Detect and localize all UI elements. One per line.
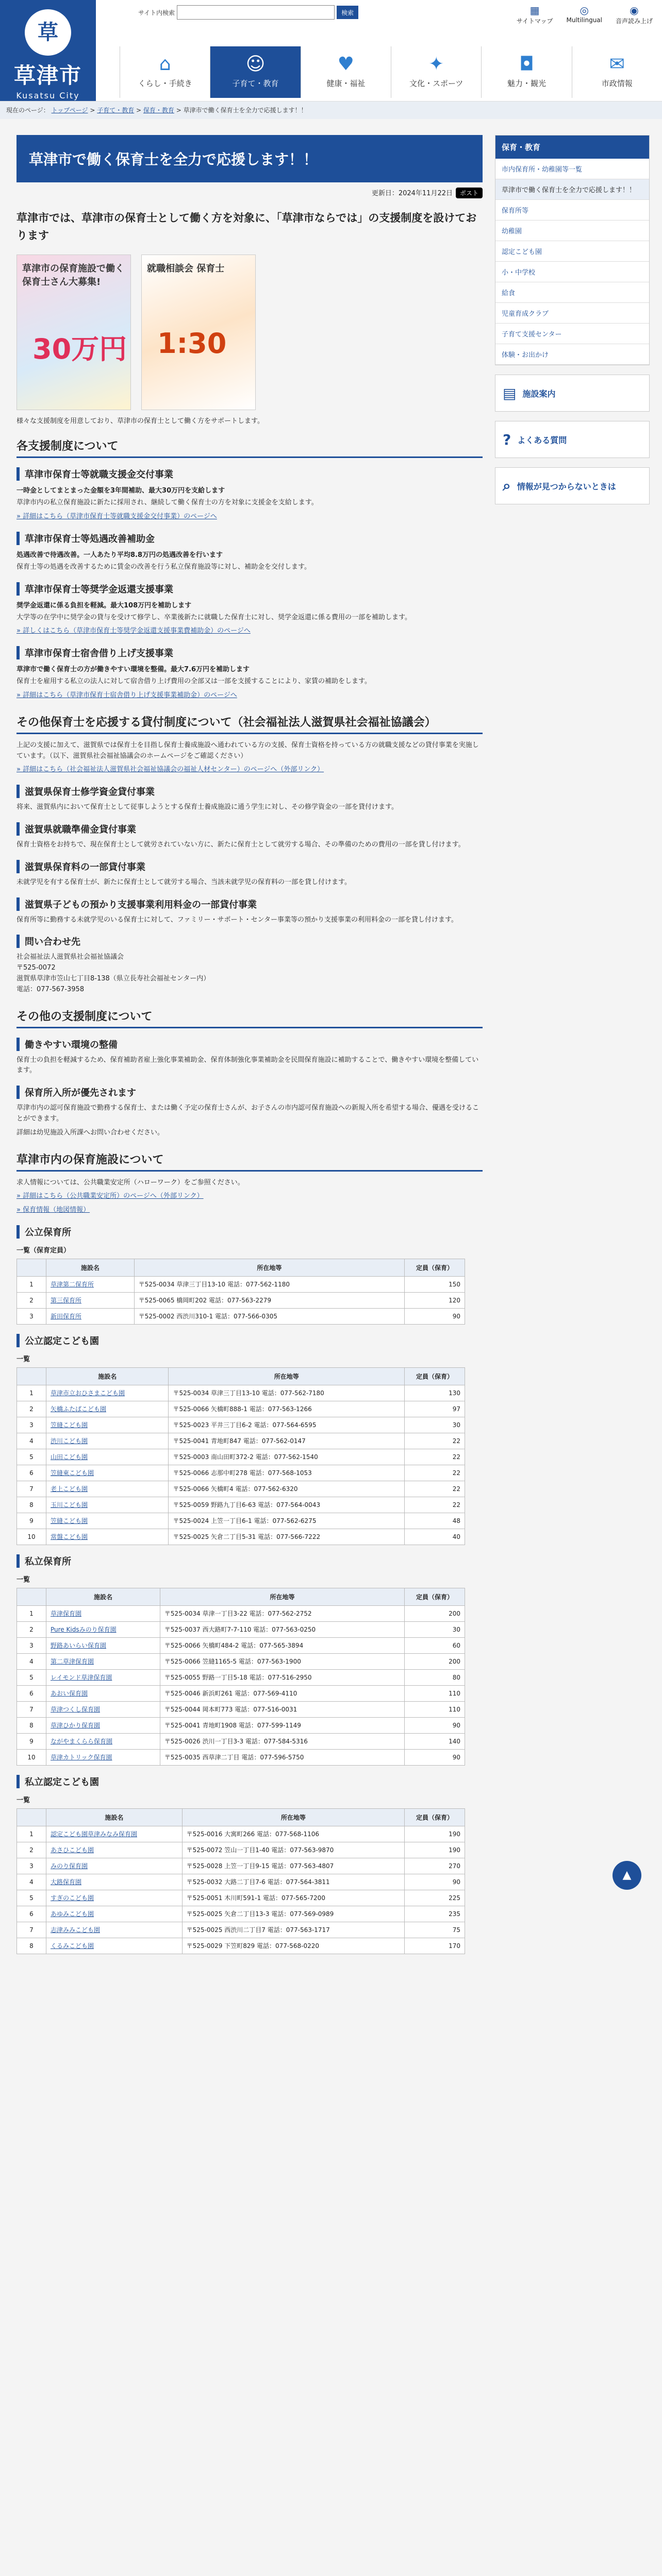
search-label: サイト内検索	[138, 9, 175, 16]
facility-address: 〒525-0016 大寓町266 電話：077-568-1106	[182, 1826, 404, 1842]
table-row	[17, 1449, 465, 1465]
facility-address: 〒525-0066 志那中町278 電話：077-568-1053	[169, 1465, 405, 1481]
table-header: 施設名	[46, 1808, 183, 1826]
facility-link[interactable]: 大路保育園	[51, 1878, 82, 1886]
facility-link[interactable]: 草津保育園	[51, 1609, 82, 1617]
facility-link[interactable]: 認定こども園草津みなみ保育園	[51, 1830, 138, 1838]
subsection-heading: 働きやすい環境の整備	[16, 1038, 483, 1051]
row-number: 1	[17, 1385, 46, 1401]
facility-category-heading: 私立保育所	[16, 1554, 483, 1568]
facility-capacity: 110	[405, 1685, 465, 1701]
table-row	[17, 1292, 465, 1308]
row-number: 5	[17, 1669, 46, 1685]
facility-link[interactable]: 草津ひかり保育園	[51, 1721, 101, 1729]
facility-address: 〒525-0002 西渋川310-1 電話：077-566-0305	[134, 1308, 404, 1324]
table-header: 所在地等	[182, 1808, 404, 1826]
external-link[interactable]: » 詳細はこちら（公共職業安定所）のページへ（外部リンク）	[16, 1192, 204, 1200]
detail-link[interactable]: » 詳細はこちら（草津市保育士宿舎借り上げ支援事業補助金）のページへ	[16, 691, 237, 699]
table-row	[17, 1621, 465, 1637]
local-nav	[495, 135, 650, 365]
facility-address: 〒525-0026 渋川一丁目3-3 電話：077-584-5316	[160, 1733, 404, 1749]
facility-link[interactable]: 老上こども園	[51, 1485, 88, 1493]
table-header: 定員（保育）	[405, 1588, 465, 1605]
facility-capacity: 22	[405, 1497, 465, 1513]
facility-address: 〒525-0032 大路二丁目7-6 電話：077-564-3811	[182, 1874, 404, 1890]
row-number: 3	[17, 1858, 46, 1874]
facility-capacity: 80	[405, 1669, 465, 1685]
facility-link[interactable]: あおい保育園	[51, 1689, 88, 1697]
row-number: 3	[17, 1417, 46, 1433]
facility-link[interactable]: すぎのこども園	[51, 1894, 94, 1902]
facility-capacity: 97	[405, 1401, 465, 1417]
poster-images	[16, 255, 483, 410]
table-row	[17, 1529, 465, 1545]
detail-link[interactable]: » 詳細はこちら（草津市保育士等就職支援金交付事業）のページへ	[16, 513, 217, 520]
site-search	[138, 5, 358, 20]
section-heading: 草津市内の保育施設について	[16, 1151, 483, 1172]
facility-address: 〒525-0066 矢橋町888-1 電話：077-563-1266	[169, 1401, 405, 1417]
subsection-heading: 滋賀県保育士修学資金貸付事業	[16, 785, 483, 798]
subsection-heading: 滋賀県保育料の一部貸付事業	[16, 860, 483, 873]
chat-icon: ✉	[609, 54, 625, 75]
subsection-heading: 保育所入所が優先されます	[16, 1086, 483, 1099]
multilingual-link[interactable]: ◎ Multilingual	[566, 4, 602, 24]
facility-link[interactable]: 新田保育所	[51, 1312, 82, 1320]
row-number: 10	[17, 1529, 46, 1545]
breadcrumb-link[interactable]: トップページ	[51, 107, 88, 114]
facility-category-heading: 公立認定こども園	[16, 1334, 483, 1347]
logo-subtext: Kusatsu City	[16, 91, 80, 100]
table-row	[17, 1733, 465, 1749]
row-number: 4	[17, 1874, 46, 1890]
facility-capacity: 200	[405, 1605, 465, 1621]
facility-address: 〒525-0041 青地町847 電話：077-562-0147	[169, 1433, 405, 1449]
detail-link[interactable]: » 詳しくはこちら（草津市保育士等奨学金返還支援事業費補助金）のページへ	[16, 627, 251, 635]
facility-address: 〒525-0024 上笠一丁目6-1 電話：077-562-6275	[169, 1513, 405, 1529]
map-link[interactable]: » 保育情報（地図情報）	[16, 1206, 90, 1214]
table-row	[17, 1874, 465, 1890]
facility-link[interactable]: 第二草津保育園	[51, 1657, 94, 1665]
facility-capacity: 225	[405, 1890, 465, 1906]
facility-address: 〒525-0055 野路一丁目5-18 電話：077-516-2950	[160, 1669, 404, 1685]
contact-block: 社会福祉法人滋賀県社会福祉協議会 〒525-0072 滋賀県草津市笠山七丁目8-138（県立長寿社会福祉センター内） 電話：077-567-3958	[16, 953, 210, 993]
logo-text: 草津市	[13, 63, 82, 88]
table-row	[17, 1669, 465, 1685]
table-caption: 一覧	[16, 1575, 30, 1584]
local-nav-heading: 保育・教育	[495, 135, 649, 159]
gnav-culture[interactable]: ✦ 文化・スポーツ	[391, 46, 481, 98]
facility-capacity: 235	[405, 1906, 465, 1922]
local-nav-item[interactable]: 市内保育所・幼稚園等一覧	[495, 159, 649, 179]
facility-capacity: 90	[405, 1308, 465, 1324]
facility-link[interactable]: 渋川こども園	[51, 1437, 88, 1445]
facility-address: 〒525-0066 矢橋町4 電話：077-562-6320	[169, 1481, 405, 1497]
facility-capacity: 22	[405, 1465, 465, 1481]
table-header: 施設名	[46, 1367, 169, 1385]
lead-text: 草津市では、草津市の保育士として働く方を対象に、「草津市ならでは」の支援制度を設けております	[16, 212, 477, 242]
gnav-city[interactable]: ✉ 市政情報	[572, 46, 662, 98]
external-link[interactable]: » 詳細はこちら（社会福祉法人滋賀県社会福祉協議会の福祉人材センター）のページへ（外部リンク）	[16, 766, 324, 773]
site-logo[interactable]	[0, 0, 96, 101]
facility-capacity: 170	[405, 1938, 465, 1954]
facility-address: 〒525-0025 矢倉二丁目5-31 電話：077-566-7222	[169, 1529, 405, 1545]
local-nav-item[interactable]: 保育所等	[495, 200, 649, 221]
gnav-tourism[interactable]: ◘ 魅力・観光	[481, 46, 571, 98]
local-nav-item[interactable]: 児童育成クラブ	[495, 303, 649, 324]
row-number: 8	[17, 1938, 46, 1954]
table-row	[17, 1433, 465, 1449]
sidebar	[495, 135, 650, 504]
table-row	[17, 1481, 465, 1497]
gnav-living[interactable]: ⌂ くらし・手続き	[120, 46, 210, 98]
speech-link[interactable]: ◉ 音声読み上げ	[615, 4, 653, 25]
breadcrumb: 現在のページ： トップページ > 子育て・教育 > 保育・教育 > 草津市で働く保育士を全力で応援します！！	[0, 101, 662, 119]
row-number: 2	[17, 1401, 46, 1417]
facility-address: 〒525-0034 草津一丁目3-22 電話：077-562-2752	[160, 1605, 404, 1621]
facility-capacity: 48	[405, 1513, 465, 1529]
table-header: 定員（保育）	[405, 1808, 465, 1826]
facility-capacity: 190	[405, 1842, 465, 1858]
facility-capacity: 150	[405, 1276, 465, 1292]
facility-link[interactable]: くるみこども園	[51, 1942, 94, 1950]
facility-capacity: 190	[405, 1826, 465, 1842]
facility-link[interactable]: みのり保育園	[51, 1862, 88, 1870]
child-icon: ☺	[245, 54, 266, 75]
facility-capacity: 90	[405, 1749, 465, 1765]
facility-capacity: 120	[405, 1292, 465, 1308]
facility-address: 〒525-0003 南山田町372-2 電話：077-562-1540	[169, 1449, 405, 1465]
page-top-button[interactable]: ▲	[613, 1861, 641, 1890]
local-nav-item[interactable]: 認定こども園	[495, 241, 649, 262]
not-found-button[interactable]: ⌕ 情報が見つからないときは	[495, 467, 650, 504]
table-row	[17, 1826, 465, 1842]
facility-table	[16, 1367, 465, 1545]
question-icon: ?	[503, 431, 511, 448]
facility-link[interactable]: 玉川こども園	[51, 1501, 88, 1509]
row-number: 1	[17, 1605, 46, 1621]
section-heading: その他保育士を応援する貸付制度について（社会福祉法人滋賀県社会福祉協議会）	[16, 714, 483, 734]
facility-address: 〒525-0065 橋岡町202 電話：077-563-2279	[134, 1292, 404, 1308]
facility-link[interactable]: 笠縫東こども園	[51, 1469, 94, 1477]
row-number: 3	[17, 1637, 46, 1653]
table-row	[17, 1385, 465, 1401]
sitemap-icon: ▦	[529, 4, 540, 16]
local-nav-item[interactable]: 体験・お出かけ	[495, 344, 649, 365]
facility-address: 〒525-0037 西大路町7-7-110 電話：077-563-0250	[160, 1621, 404, 1637]
facility-link[interactable]: 草津市立おひさまこども園	[51, 1389, 125, 1397]
row-number: 9	[17, 1733, 46, 1749]
row-number: 7	[17, 1701, 46, 1717]
table-header: 所在地等	[160, 1588, 404, 1605]
facility-link[interactable]: ながやまくらら保育園	[51, 1737, 113, 1745]
facility-capacity: 30	[405, 1621, 465, 1637]
facility-address: 〒525-0046 新浜町261 電話：077-569-4110	[160, 1685, 404, 1701]
table-row	[17, 1717, 465, 1733]
sitemap-link[interactable]: ▦ サイトマップ	[516, 4, 553, 25]
table-header: 所在地等	[134, 1259, 404, 1276]
facility-link[interactable]: 草津第二保育所	[51, 1280, 94, 1288]
facility-guide-button[interactable]: ▤ 施設案内	[495, 375, 650, 412]
local-nav-item[interactable]: 草津市で働く保育士を全力で応援します！！	[495, 179, 649, 200]
global-nav	[120, 46, 662, 98]
facility-capacity: 40	[405, 1529, 465, 1545]
facility-capacity: 110	[405, 1701, 465, 1717]
facility-address: 〒525-0044 岡本町773 電話：077-516-0031	[160, 1701, 404, 1717]
table-row	[17, 1685, 465, 1701]
subsection-heading: 草津市保育士等奨学金返還支援事業	[16, 582, 483, 596]
facility-category-heading: 公立保育所	[16, 1225, 483, 1239]
facility-link[interactable]: 志津みみこども園	[51, 1926, 101, 1934]
facility-address: 〒525-0029 下笠町829 電話：077-568-0220	[182, 1938, 404, 1954]
local-nav-item[interactable]: 子育て支援センター	[495, 324, 649, 344]
subsection-heading: 問い合わせ先	[16, 935, 483, 948]
facility-capacity: 22	[405, 1449, 465, 1465]
table-row	[17, 1497, 465, 1513]
magnifier-icon: ⌕	[503, 477, 511, 494]
facility-table	[16, 1259, 465, 1325]
row-number: 5	[17, 1890, 46, 1906]
row-number: 6	[17, 1465, 46, 1481]
table-row	[17, 1922, 465, 1938]
page-meta	[16, 182, 483, 204]
facility-address: 〒525-0041 青地町1908 電話：077-599-1149	[160, 1717, 404, 1733]
table-row	[17, 1653, 465, 1669]
table-row	[17, 1906, 465, 1922]
share-button[interactable]: ポスト	[456, 188, 483, 198]
search-input[interactable]	[177, 5, 335, 20]
facility-address: 〒525-0059 野路九丁目6-63 電話：077-564-0043	[169, 1497, 405, 1513]
facility-table	[16, 1808, 465, 1954]
building-icon: ▤	[503, 384, 517, 402]
facility-link[interactable]: 草津つくし保育園	[51, 1705, 101, 1713]
facility-address: 〒525-0035 西草津二丁目 電話：077-596-5750	[160, 1749, 404, 1765]
city-emblem-icon: 草	[25, 9, 71, 56]
table-caption: 一覧	[16, 1355, 30, 1363]
row-number: 10	[17, 1749, 46, 1765]
row-number: 7	[17, 1922, 46, 1938]
main-content: 草津市で働く保育士を全力で応援します！！ 更新日：2024年11月22日 ポスト 草津市では、草津市の保育士として働く方を対象に、「草津市ならでは」の支援制度を設けております 草津市の保育施設で働く保育士さん大募集! 30万円 就職相談会 保育士 1:30 様々な支援制度を用意しており、草津市の保育士として働く方をサポートします。 各支援制度について 草津市保育士等就職支援金交付事業 一時金としてまとまった金額を3年間補助、最大30万円を支給します 草津市内の私立保育施設に新たに採用され、継続して働く保育士の方を対象に支援金を支給します。 » 詳細はこちら（草津市保育士等就職支援金交付事業）のページへ 草津市保育士等処遇改善補助金 処遇改善で待遇改善。一人あたり平均8.8万円の処遇改善を行います 保育士等の処遇を改善するために賃金の改善を行う私立保育施設等に対し、補助金を交付します。 草津市保育士等奨学金返還支援事業 奨学金返還に係る負担を軽減。最大108万円を補助します 大学等の在学中に奨学金の貸与を受けて修学し、卒業後新たに就職した保育士に対し、奨学金返還に係る費用の一部を補助します。 » 詳しくはこちら（草津市保育士等奨学金返還支援事業費補助金）のページへ 草津市保育士宿舎借り上げ支援事業 草津市で働く保育士の方が働きやすい環境を整備。最大7.6万円を補助します 保育士を雇用する私立の法人に対して宿舎借り上げ費用の全部又は一部を支援することにより、家賃の補助をします。 » 詳細はこちら（草津市保育士宿舎借り上げ支援事業補助金）のページへ その他保育士を応援する貸付制度について（社会福祉法人滋賀県社会福祉協議会） 上記の支援に加えて、滋賀県では保育士を目指し保育士養成施設へ通われている方の支援、保育士資格を持っている方の就職支援などの貸付事業を実施しています。（以下、滋賀県社会福祉協議会のホームページをご確認ください） » 詳細はこちら（社会福祉法人滋賀県社会福祉協議会の福祉人材センター）のページへ（外部リンク） 滋賀県保育士修学資金貸付事業 将来、滋賀県内において保育士として従事しようとする保育士養成施設に通う学生に対し、その修学資金の一部を貸付けます。 滋賀県就職準備金貸付事業 保育士資格をお持ちで、現在保育士として就労されていない方に、新たに保育士として就労する場合、その準備のための費用の一部を貸し付けます。 滋賀県保育料の一部貸付事業 未就学児を有する保育士が、新たに保育士として就労する場合、当該未就学児の保育料の一部を貸し付けます。 滋賀県子どもの預かり支援事業利用料金の一部貸付事業 保育所等に勤務する未就学児のいる保育士に対して、ファミリー・サポート・センター事業等の預かり支援事業の利用料金の一部を貸し付けます。 問い合わせ先 社会福祉法人滋賀県社会福祉協議会 〒525-0072 滋賀県草津市笠山七丁目8-138（県立長寿社会福祉センター内） 電話：077-567-3958 その他の支援制度について 働きやすい環境の整備 保育士の負担を軽減するため、保育補助者雇上強化事業補助金、保育体制強化事業補助金を民間保育施設に補助することで、働きやすい環境を整備しています。 保育所入所が優先されます 草津市内の認可保育施設で勤務する保育士、または働く予定の保育士さんが、お子さんの市内認可保育施設への新規入所を希望する場合、優遇を受けることができます。 詳細は幼児施設入所課へお問い合わせください。 草津市内の保育施設について 求人情報については、公共職業安定所（ハローワーク）をご参照ください。 » 詳細はこちら（公共職業安定所）のページへ（外部リンク） » 保育情報（地図情報） 公立保育所 一覧（保育定員） 施設名 所在地等 定員（保育） 1 草津第二保育所 〒525-0034 草津三丁目13-10 電話：077-562-1180 150 2 第三保育所 〒525-0065 橋岡町202 電話：077-563-2279 120 3 新田保育所 〒525-0002 西渋川310-1 電話：077-566-0305 90 公立認定こども園 一覧 施設名 所在地等 定員（保育） 1 草津市立おひさまこども園 〒525-0034 草津三丁目13-10 電話：077-562-7180 130 2 矢橋ふたばこども園 〒525-0066 矢橋町888-1 電話：077-563-1266 97 3 笠縫こども園 〒525-0023 平井三丁目6-2 電話：077-564-6595 30 4 渋川こども園 〒525-0041 青地町847 電話：077-562-0147 22 5 山田こども園 〒525-0003 南山田町372-2 電話：077-562-1540 22 6 笠縫東こども園 〒525-0066 志那中町278 電話：077-568-1053 22 7 老上こども園 〒525-0066 矢橋町4 電話：077-562-6320 22 8 玉川こども園 〒525-0059 野路九丁目6-63 電話：077-564-0043 22 9 笠縫こども園 〒525-0024 上笠一丁目6-1 電話：077-562-6275 48 10 常盤こども園 〒525-0025 矢倉二丁目5-31 電話：077-566-7222 40 私立保育所 一覧 施設名 所在地等 定員（保育） 1 草津保育園 〒525-0034 草津一丁目3-22 電話：077-562-2752 200 2 Pure Kidsみのり保育園 〒525-0037 西大路町7-7-110 電話：077-563-0250 30 3 野路あいらい保育園 〒525-0066 矢橋町484-2 電話：077-565-3894 60 4 第二草津保育園 〒525-0066 笠縫1165-5 電話：077-563-1900 200 5 レイモンド草津保育園 〒525-0055 野路一丁目5-18 電話：077-516-2950 80 6 あおい保育園 〒525-0046 新浜町261 電話：077-569-4110 110 7 草津つくし保育園 〒525-0044 岡本町773 電話：077-516-0031 110 8 草津ひかり保育園 〒525-0041 青地町1908 電話：077-599-1149 90 9 ながやまくらら保育園 〒525-0026 渋川一丁目3-3 電話：077-584-5316 140 10 草津カトリック保育園 〒525-0035 西草津二丁目 電話：077-596-5750 90 私立認定こども園 一覧 施設名 所在地等 定員（保育） 1 認定こども園草津みなみ保育園 〒525-0016 大寓町266 電話：077-568-1106 190 2 あさひこども園 〒525-0072 笠山一丁目1-40 電話：077-563-9870 190 3 みのり保育園 〒525-0028 上笠一丁目9-15 電話：077-563-4807 270 4 大路保育園 〒525-0032 大路二丁目7-6 電話：077-564-3811 90 5 すぎのこども園 〒525-0051 木川町591-1 電話：077-565-7200 225 6 あゆみこども園 〒525-0025 矢倉二丁目13-3 電話：077-569-0989 235 7 志津みみこども園 〒525-0025 西渋川二丁目7 電話：077-563-1717 75 8 くるみこども園 〒525-0029 下笠町829 電話：077-568-0220 170	[16, 135, 483, 1958]
facility-address: 〒525-0034 草津三丁目13-10 電話：077-562-7180	[169, 1385, 405, 1401]
consultation-poster: 就職相談会 保育士 1:30	[141, 255, 256, 410]
heart-icon: ♥	[337, 54, 354, 75]
facility-category-heading: 私立認定こども園	[16, 1775, 483, 1788]
facility-capacity: 30	[405, 1417, 465, 1433]
facility-capacity: 270	[405, 1858, 465, 1874]
globe-icon: ◎	[580, 4, 589, 16]
facility-link[interactable]: あさひこども園	[51, 1846, 94, 1854]
section-heading: その他の支援制度について	[16, 1008, 483, 1028]
row-number: 7	[17, 1481, 46, 1497]
row-number: 9	[17, 1513, 46, 1529]
local-nav-item[interactable]: 小・中学校	[495, 262, 649, 282]
facility-capacity: 60	[405, 1637, 465, 1653]
table-header: 定員（保育）	[405, 1367, 465, 1385]
table-header: 定員（保育）	[405, 1259, 465, 1276]
table-row	[17, 1513, 465, 1529]
breadcrumb-link[interactable]: 保育・教育	[143, 107, 174, 114]
local-nav-item[interactable]: 幼稚園	[495, 221, 649, 241]
page-title: 草津市で働く保育士を全力で応援します！！	[16, 135, 483, 182]
facility-link[interactable]: 第三保育所	[51, 1296, 82, 1304]
recruit-poster: 草津市の保育施設で働く保育士さん大募集! 30万円	[16, 255, 131, 410]
facility-link[interactable]: 常盤こども園	[51, 1533, 88, 1540]
facility-address: 〒525-0025 西渋川二丁目7 電話：077-563-1717	[182, 1922, 404, 1938]
facility-capacity: 90	[405, 1874, 465, 1890]
breadcrumb-link[interactable]: 子育て・教育	[97, 107, 135, 114]
speaker-icon: ◉	[630, 4, 639, 16]
row-number: 8	[17, 1497, 46, 1513]
table-header: 所在地等	[169, 1367, 405, 1385]
table-row	[17, 1308, 465, 1324]
row-number: 4	[17, 1653, 46, 1669]
subsection-heading: 草津市保育士宿舎借り上げ支援事業	[16, 646, 483, 659]
row-number: 2	[17, 1292, 46, 1308]
table-row	[17, 1417, 465, 1433]
search-button[interactable]: 検索	[337, 6, 358, 19]
site-header	[0, 0, 662, 101]
subsection-heading: 草津市保育士等就職支援金交付事業	[16, 467, 483, 481]
subsection-heading: 滋賀県就職準備金貸付事業	[16, 822, 483, 836]
row-number: 1	[17, 1826, 46, 1842]
facility-address: 〒525-0034 草津三丁目13-10 電話：077-562-1180	[134, 1276, 404, 1292]
facility-capacity: 22	[405, 1481, 465, 1497]
table-row	[17, 1637, 465, 1653]
row-number: 2	[17, 1842, 46, 1858]
facility-link[interactable]: 笠縫こども園	[51, 1517, 88, 1524]
table-row	[17, 1465, 465, 1481]
table-header: 施設名	[46, 1259, 135, 1276]
table-row	[17, 1890, 465, 1906]
facility-address: 〒525-0066 笠縫1165-5 電話：077-563-1900	[160, 1653, 404, 1669]
updated-date: 更新日：2024年11月22日	[371, 190, 453, 197]
subsection-heading: 草津市保育士等処遇改善補助金	[16, 532, 483, 545]
facility-link[interactable]: レイモンド草津保育園	[51, 1673, 112, 1681]
facility-table	[16, 1588, 465, 1766]
utility-links	[517, 4, 653, 25]
table-row	[17, 1858, 465, 1874]
facility-capacity: 22	[405, 1433, 465, 1449]
facility-tables	[16, 1225, 483, 1954]
facility-address: 〒525-0066 矢橋町484-2 電話：077-565-3894	[160, 1637, 404, 1653]
facility-address: 〒525-0023 平井三丁目6-2 電話：077-564-6595	[169, 1417, 405, 1433]
row-number: 3	[17, 1308, 46, 1324]
facility-capacity: 130	[405, 1385, 465, 1401]
table-caption: 一覧	[16, 1796, 30, 1804]
facility-address: 〒525-0025 矢倉二丁目13-3 電話：077-569-0989	[182, 1906, 404, 1922]
house-icon: ⌂	[159, 54, 171, 75]
facility-link[interactable]: Pure Kidsみのり保育園	[51, 1625, 117, 1633]
row-number: 6	[17, 1906, 46, 1922]
table-row	[17, 1749, 465, 1765]
facility-capacity: 90	[405, 1717, 465, 1733]
table-caption: 一覧（保育定員）	[16, 1246, 71, 1255]
facility-link[interactable]: 矢橋ふたばこども園	[51, 1405, 107, 1413]
row-number: 4	[17, 1433, 46, 1449]
local-nav-item[interactable]: 給食	[495, 282, 649, 303]
row-number: 6	[17, 1685, 46, 1701]
table-header: 施設名	[46, 1588, 160, 1605]
faq-button[interactable]: ? よくある質問	[495, 421, 650, 458]
facility-capacity: 140	[405, 1733, 465, 1749]
runner-icon: ✦	[428, 54, 444, 75]
subsection-heading: 滋賀県子どもの預かり支援事業利用料金の一部貸付事業	[16, 897, 483, 911]
table-row	[17, 1938, 465, 1954]
camera-icon: ◘	[519, 54, 534, 75]
gnav-health[interactable]: ♥ 健康・福祉	[301, 46, 391, 98]
facility-address: 〒525-0072 笠山一丁目1-40 電話：077-563-9870	[182, 1842, 404, 1858]
row-number: 1	[17, 1276, 46, 1292]
facility-capacity: 200	[405, 1653, 465, 1669]
facility-capacity: 75	[405, 1922, 465, 1938]
breadcrumb-current: 草津市で働く保育士を全力で応援します！！	[183, 107, 307, 114]
gnav-childcare[interactable]: ☺ 子育て・教育	[210, 46, 300, 98]
table-row	[17, 1276, 465, 1292]
table-row	[17, 1701, 465, 1717]
row-number: 5	[17, 1449, 46, 1465]
facility-link[interactable]: 野路あいらい保育園	[51, 1641, 107, 1649]
facility-link[interactable]: あゆみこども園	[51, 1910, 94, 1918]
table-row	[17, 1842, 465, 1858]
table-row	[17, 1605, 465, 1621]
facility-link[interactable]: 山田こども園	[51, 1453, 88, 1461]
image-caption: 様々な支援制度を用意しており、草津市の保育士として働く方をサポートします。	[16, 417, 264, 426]
facility-link[interactable]: 笠縫こども園	[51, 1421, 88, 1429]
facility-address: 〒525-0028 上笠一丁目9-15 電話：077-563-4807	[182, 1858, 404, 1874]
table-row	[17, 1401, 465, 1417]
facility-address: 〒525-0051 木川町591-1 電話：077-565-7200	[182, 1890, 404, 1906]
row-number: 2	[17, 1621, 46, 1637]
section-heading: 各支援制度について	[16, 437, 483, 458]
row-number: 8	[17, 1717, 46, 1733]
facility-link[interactable]: 草津カトリック保育園	[51, 1753, 112, 1761]
